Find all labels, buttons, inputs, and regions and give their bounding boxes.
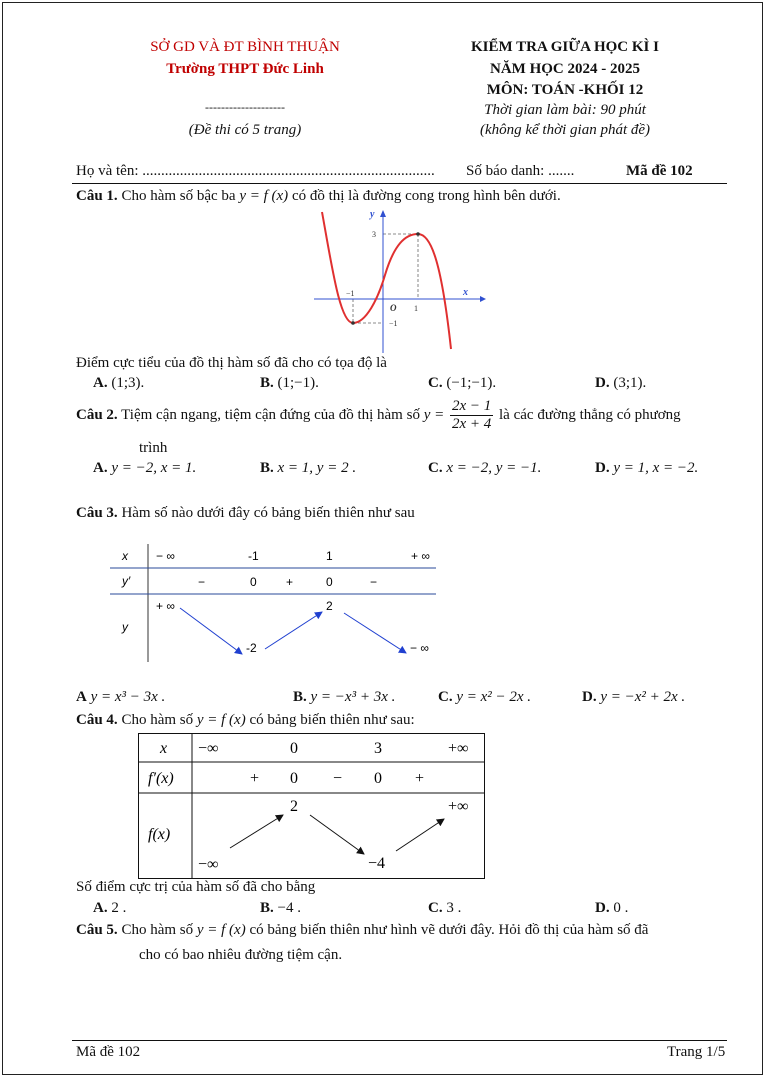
question-5-text-b: có bảng biến thiên như hình vẽ dưới đây. Hỏi đồ thị của hàm số đã — [249, 922, 649, 938]
q4-option-a[interactable] — [93, 900, 126, 917]
question-4-function: y = f (x) — [196, 712, 246, 728]
f-value: −4 — [368, 855, 386, 872]
option-letter: C. — [428, 375, 443, 391]
q1-option-d[interactable] — [595, 375, 646, 392]
x-axis-arrow — [480, 296, 486, 302]
x-value: 1 — [326, 549, 333, 563]
cubic-curve — [322, 212, 451, 349]
y-axis-arrow — [380, 210, 386, 217]
option-text: (1;−1). — [277, 375, 319, 391]
f-value: 2 — [290, 798, 298, 815]
table-yp-header: y′ — [122, 574, 131, 588]
x-tick-1: 1 — [414, 304, 418, 313]
student-id-field: Số báo danh: ....... — [466, 163, 575, 179]
option-text: (3;1). — [613, 375, 647, 391]
sign: + — [250, 770, 260, 787]
table-fp-header: f′(x) — [148, 770, 174, 787]
sign: + — [286, 575, 294, 589]
question-1-function: y = f (x) — [239, 188, 289, 204]
sign: 0 — [326, 575, 333, 589]
f-value: +∞ — [448, 798, 469, 815]
option-letter: C. — [438, 689, 453, 705]
footer-exam-code: Mã đề 102 — [76, 1044, 141, 1060]
y-tick-neg1: −1 — [389, 319, 398, 328]
q2-option-c[interactable] — [428, 460, 541, 477]
q4-option-c[interactable] — [428, 900, 461, 917]
option-letter: A — [76, 689, 87, 705]
question-1-text-b: có đồ thị là đường cong trong hình bên dưới. — [291, 188, 561, 204]
table-f-header: f(x) — [148, 826, 171, 843]
y-value: + ∞ — [156, 599, 175, 613]
option-text: y = x² − 2x . — [456, 689, 532, 705]
question-4-prompt: Số điểm cực trị của hàm số đã cho bằng — [76, 879, 316, 895]
question-4-label: Câu 4. — [76, 712, 118, 728]
school-name: Trường THPT Đức Linh — [166, 61, 324, 77]
option-letter: A. — [93, 460, 108, 476]
sign: 0 — [290, 770, 298, 787]
x-value: +∞ — [448, 740, 469, 757]
table-y-header: y — [122, 620, 128, 634]
footer-rule — [72, 1040, 727, 1041]
question-2-text-b: là các đường thẳng có phương — [499, 406, 681, 423]
y-tick-3: 3 — [372, 230, 376, 239]
question-2-text-c: trình — [139, 440, 168, 456]
footer-page-number: Trang 1/5 — [667, 1044, 726, 1060]
option-text: (−1;−1). — [446, 375, 497, 391]
option-text: y = −x² + 2x . — [600, 689, 686, 705]
question-2-fraction — [450, 398, 493, 433]
question-5-text-a: Cho hàm số — [121, 922, 194, 938]
time-limit: Thời gian làm bài: 90 phút — [484, 102, 646, 118]
sign: 0 — [374, 770, 382, 787]
q1-option-a[interactable] — [93, 375, 144, 392]
option-letter: B. — [293, 689, 307, 705]
question-2-label: Câu 2. — [76, 406, 118, 423]
graph-guides — [353, 234, 418, 323]
option-text: x = 1, y = 2 . — [277, 460, 357, 476]
fraction-numerator: 2x − 1 — [451, 398, 492, 414]
min-point — [351, 321, 355, 325]
max-point — [416, 232, 420, 236]
header-rule — [72, 183, 727, 184]
origin-label: O — [390, 303, 397, 313]
option-letter: D. — [595, 460, 610, 476]
q3-option-b[interactable] — [293, 689, 395, 706]
question-5-function: y = f (x) — [196, 922, 246, 938]
q3-option-c[interactable] — [438, 689, 531, 706]
pages-note: (Đề thi có 5 trang) — [188, 122, 302, 138]
question-2-y-eq: y = — [423, 406, 445, 423]
increase-arrow — [265, 612, 322, 649]
option-text: (1;3). — [111, 375, 145, 391]
x-value: 3 — [374, 740, 382, 757]
q1-option-c[interactable] — [428, 375, 496, 392]
q2-option-d[interactable] — [595, 460, 698, 477]
question-4-text-b: có bảng biến thiên như sau: — [249, 712, 415, 728]
question-1-prompt: Điểm cực tiểu của đồ thị hàm số đã cho có tọa độ là — [76, 355, 387, 371]
q2-option-b[interactable] — [260, 460, 356, 477]
x-value: −∞ — [198, 740, 219, 757]
y-value: -2 — [246, 641, 257, 655]
x-value: 0 — [290, 740, 298, 757]
option-letter: A. — [93, 900, 108, 916]
question-2 — [76, 398, 681, 433]
x-value: − ∞ — [156, 549, 175, 563]
question-5-label: Câu 5. — [76, 922, 118, 938]
question-5 — [76, 922, 648, 939]
header-dashes: -------------------- — [205, 100, 285, 114]
q2-option-a[interactable] — [93, 460, 196, 477]
cubic-graph — [310, 207, 490, 355]
x-value: -1 — [248, 549, 259, 563]
increase-arrow — [230, 815, 283, 848]
subject: MÔN: TOÁN -KHỐI 12 — [486, 82, 644, 98]
q3-option-d[interactable] — [582, 689, 685, 706]
q4-option-d[interactable] — [595, 900, 628, 917]
table-x-header: x — [160, 740, 168, 757]
option-text: y = x³ − 3x . — [90, 689, 166, 705]
option-letter: C. — [428, 460, 443, 476]
school-department: SỞ GD VÀ ĐT BÌNH THUẬN — [150, 39, 340, 55]
sign: − — [370, 575, 378, 589]
option-text: 0 . — [613, 900, 629, 916]
question-1-label: Câu 1. — [76, 188, 118, 204]
option-letter: B. — [260, 375, 274, 391]
question-1-text-a: Cho hàm số bậc ba — [121, 188, 236, 204]
decrease-arrow — [180, 608, 242, 654]
option-letter: A. — [93, 375, 108, 391]
variation-table-q3 — [110, 542, 440, 667]
decrease-arrow — [310, 815, 364, 854]
option-letter: D. — [595, 375, 610, 391]
y-value: 2 — [326, 599, 333, 613]
option-letter: C. — [428, 900, 443, 916]
option-text: y = −x³ + 3x . — [310, 689, 396, 705]
question-4 — [76, 712, 415, 729]
sign: + — [415, 770, 425, 787]
decrease-arrow — [344, 613, 406, 653]
question-3-label: Câu 3. — [76, 505, 118, 521]
sign: − — [198, 575, 206, 589]
table-border — [139, 734, 485, 879]
option-letter: B. — [260, 900, 274, 916]
option-letter: B. — [260, 460, 274, 476]
school-year: NĂM HỌC 2024 - 2025 — [490, 61, 640, 77]
option-text: x = −2, y = −1. — [446, 460, 542, 476]
variation-table-q4 — [138, 733, 486, 880]
increase-arrow — [396, 819, 444, 851]
x-axis-label: x — [463, 287, 468, 298]
sign: − — [333, 770, 343, 787]
exam-code: Mã đề 102 — [626, 163, 693, 179]
f-value: −∞ — [198, 856, 219, 873]
x-tick-neg1: −1 — [346, 289, 355, 298]
option-letter: D. — [582, 689, 597, 705]
x-value: + ∞ — [411, 549, 430, 563]
fraction-denominator: 2x + 4 — [451, 416, 492, 432]
question-3 — [76, 505, 415, 522]
q3-option-a[interactable] — [76, 689, 165, 706]
question-3-text: Hàm số nào dưới đây có bảng biến thiên như sau — [121, 505, 415, 521]
question-1 — [76, 188, 561, 205]
q1-option-b[interactable] — [260, 375, 319, 392]
exam-title: KIỂM TRA GIỮA HỌC KÌ I — [471, 39, 659, 55]
option-text: −4 . — [277, 900, 301, 916]
option-text: y = −2, x = 1. — [111, 460, 197, 476]
option-text: 2 . — [111, 900, 127, 916]
table-x-header: x — [122, 549, 128, 563]
question-4-text-a: Cho hàm số — [121, 712, 194, 728]
question-2-text-a: Tiệm cận ngang, tiệm cận đứng của đồ thị hàm số — [121, 406, 420, 423]
question-5-text-c: cho có bao nhiêu đường tiệm cận. — [139, 947, 343, 963]
option-letter: D. — [595, 900, 610, 916]
q4-option-b[interactable] — [260, 900, 301, 917]
option-text: 3 . — [446, 900, 462, 916]
y-axis-label: y — [370, 209, 375, 220]
sign: 0 — [250, 575, 257, 589]
option-text: y = 1, x = −2. — [613, 460, 699, 476]
student-name-field: Họ và tên: .............................................................................. — [76, 163, 435, 179]
time-note: (không kể thời gian phát đề) — [479, 122, 651, 138]
y-value: − ∞ — [410, 641, 429, 655]
